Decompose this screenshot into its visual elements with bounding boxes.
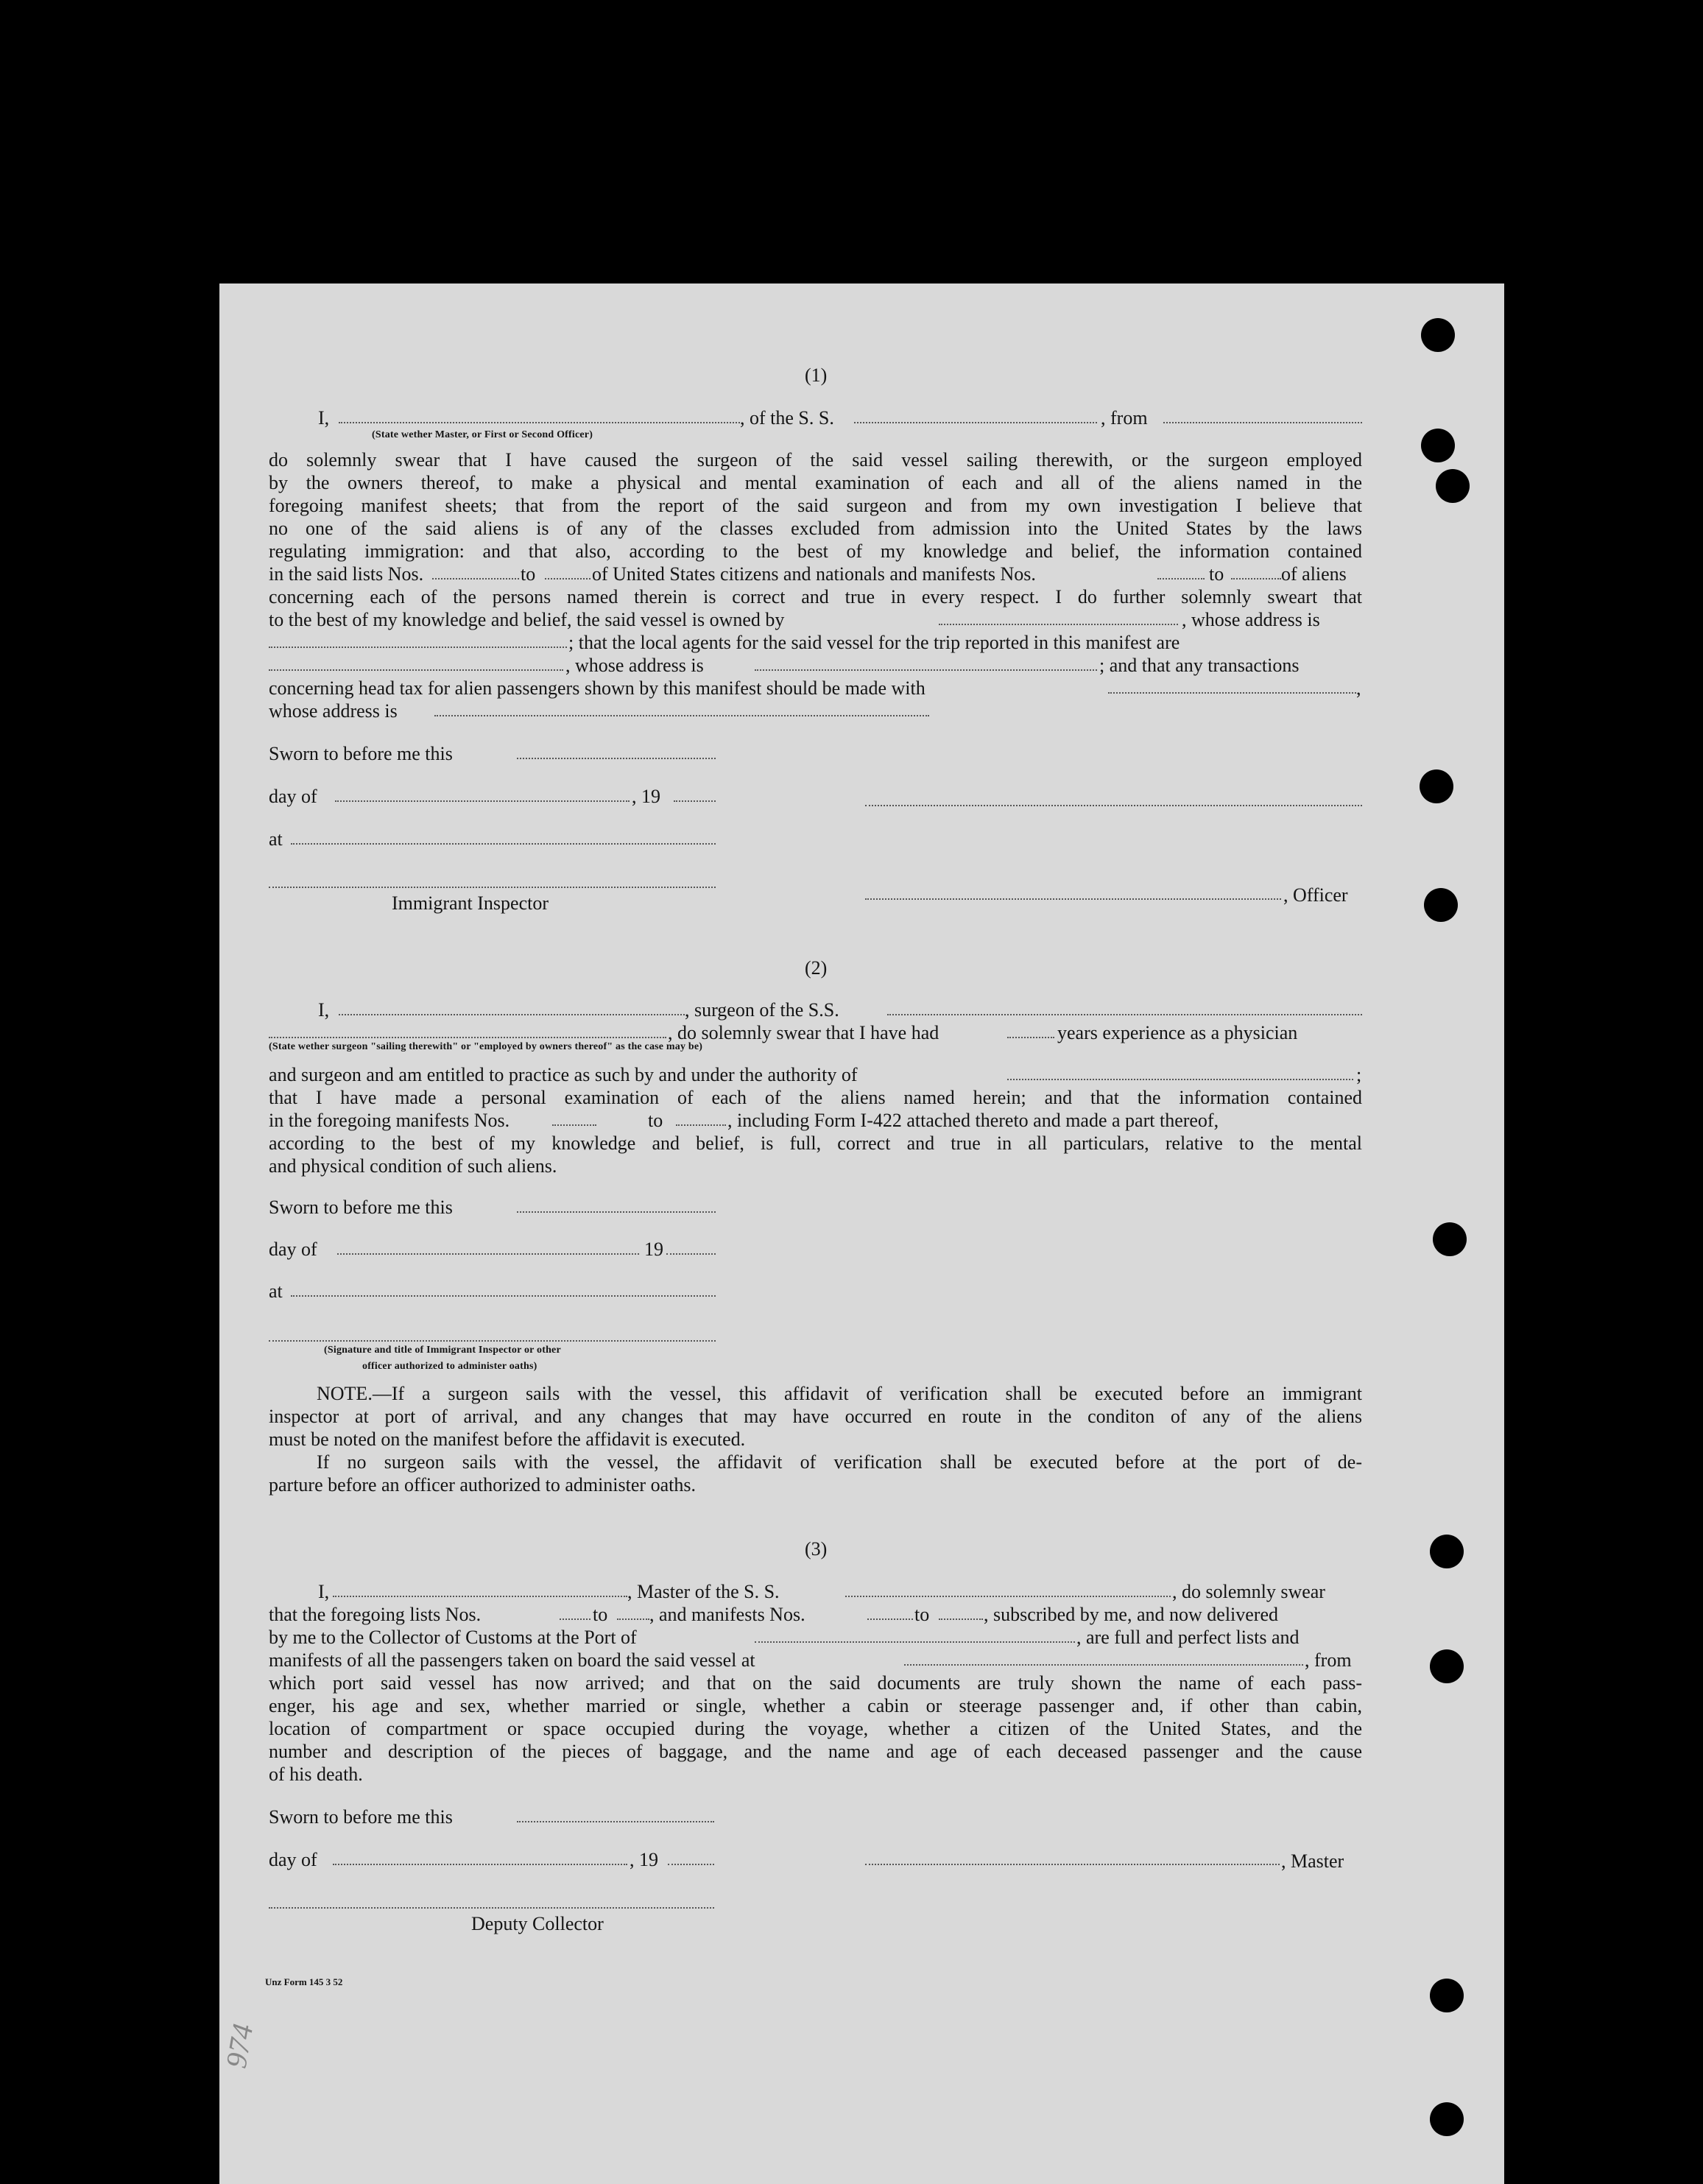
punch-hole: [1433, 1222, 1467, 1256]
punch-hole: [1424, 888, 1458, 922]
years-experience-label: years experience as a physician: [1057, 1022, 1298, 1043]
note-line: must be noted on the manifest before the affidavit is executed.: [269, 1429, 746, 1450]
head-tax-address-field[interactable]: [434, 715, 929, 716]
place-field[interactable]: [291, 1295, 716, 1297]
year-label: , 19: [630, 1849, 658, 1870]
agents-field[interactable]: [269, 669, 563, 671]
personal-line: that I have made a personal examination of each of the aliens named herein; and that the information contained: [269, 1087, 1362, 1108]
passengers-board-label: manifests of all the passengers taken on board the said vessel at: [269, 1649, 755, 1671]
sworn-day-field[interactable]: [517, 1821, 714, 1822]
lists-to-label: to: [593, 1604, 608, 1625]
master-of-ship-label: , Master of the S. S.: [627, 1581, 780, 1602]
lists-nos-label: in the said lists Nos.: [269, 563, 424, 585]
manifest-no-to-field[interactable]: [676, 1124, 726, 1126]
authority-field[interactable]: [1007, 1079, 1353, 1080]
note-paragraph: [269, 1382, 1362, 1496]
section1-line1-ship: , of the S. S.: [740, 407, 834, 429]
whose-address-label: whose address is: [269, 700, 398, 722]
manifest-no-to-label: to: [648, 1110, 663, 1131]
sworn-label: Sworn to before me this: [269, 1197, 453, 1218]
section-1-number: (1): [805, 364, 828, 386]
year-field[interactable]: [666, 1253, 716, 1255]
sworn-day-field[interactable]: [517, 1211, 716, 1213]
surgeon-capacity-field[interactable]: [269, 1037, 666, 1038]
surgeon-of-ship-label: , surgeon of the S.S.: [685, 999, 839, 1021]
month-field[interactable]: [333, 1864, 627, 1865]
section1-line1-i: I,: [318, 407, 330, 429]
head-tax-comma: ,: [1356, 677, 1361, 699]
manifests-from-field[interactable]: [867, 1618, 913, 1620]
master-caption: (State wether Master, or First or Second Officer): [372, 429, 593, 440]
agents-address-label: , whose address is: [565, 655, 704, 676]
inspector-label: Immigrant Inspector: [392, 892, 549, 914]
lists-from-field[interactable]: [560, 1618, 590, 1620]
master-name-field[interactable]: [333, 1596, 627, 1597]
at-label: at: [269, 828, 283, 850]
section1-concerning: [269, 585, 1362, 608]
note-line: NOTE.—If a surgeon sails with the vessel, this affidavit of verification shall be executed before an immigrant: [317, 1383, 1362, 1404]
deputy-collector-label: Deputy Collector: [471, 1913, 604, 1934]
day-of-label: day of: [269, 786, 317, 807]
section-3-number: (3): [805, 1538, 828, 1560]
nosurgeon-line: If no surgeon sails with the vessel, the affidavit of verification shall be executed before at the port of de-: [317, 1451, 1362, 1473]
place-field[interactable]: [291, 843, 716, 845]
year-label: 19: [644, 1239, 663, 1260]
punch-hole: [1430, 1649, 1464, 1683]
full-perfect-label: , are full and perfect lists and: [1076, 1627, 1300, 1648]
sworn-label: Sworn to before me this: [269, 1806, 453, 1828]
nosurgeon-line: parture before an officer authorized to administer oaths.: [269, 1474, 696, 1496]
year-field[interactable]: [674, 800, 716, 802]
punch-hole: [1430, 1979, 1464, 2012]
punch-hole: [1430, 1535, 1464, 1568]
manifest-from-field[interactable]: [1157, 578, 1205, 580]
section1-line1-from: , from: [1101, 407, 1148, 429]
list-from-field[interactable]: [432, 578, 519, 580]
from-label: , from: [1305, 1649, 1352, 1671]
concerning-line: concerning each of the persons named therein is correct and true in every respect. I do further solemnly sweart that: [269, 586, 1362, 607]
lists-to-field[interactable]: [617, 1618, 649, 1620]
year-field[interactable]: [668, 1864, 714, 1865]
manifest-to-field[interactable]: [1231, 578, 1281, 580]
section3-body-line: location of compartment or space occupied during the voyage, whether a citizen of the United States, and the: [269, 1718, 1362, 1739]
punch-hole: [1430, 2102, 1464, 2136]
section2-line1-i: I,: [318, 999, 330, 1021]
master-ship-field[interactable]: [845, 1596, 1171, 1597]
section1-body: [269, 448, 1362, 563]
list-to-field[interactable]: [545, 578, 590, 580]
manifest-no-from-field[interactable]: [552, 1124, 596, 1126]
form-i422-label: , including Form I-422 attached thereto and made a part thereof,: [727, 1110, 1219, 1131]
owner-field[interactable]: [939, 624, 1178, 625]
note-line: inspector at port of arrival, and any changes that may have occurred en route in the conditon of any of the aliens: [269, 1406, 1362, 1427]
manifests-to-label: to: [914, 1604, 930, 1625]
agents-address-field[interactable]: [755, 669, 1097, 671]
month-field[interactable]: [335, 800, 630, 802]
foregoing-lists-label: that the foregoing lists Nos.: [269, 1604, 482, 1625]
officer-signature-top-field[interactable]: [865, 805, 1362, 806]
sworn-label: Sworn to before me this: [269, 743, 453, 764]
signature-caption: (Signature and title of Immigrant Inspector or other: [324, 1345, 561, 1356]
local-agents-label: ; that the local agents for the said vessel for the trip reported in this manifest are: [568, 632, 1180, 653]
section3-body-line: enger, his age and sex, whether married or single, whether a cabin or steerage passenger and, if other than cabin,: [269, 1695, 1362, 1716]
boarding-port-field[interactable]: [904, 1664, 1303, 1666]
punch-hole: [1421, 318, 1455, 352]
section1-body-line: foregoing manifest sheets; that from the report of the said surgeon and from my own investigation I believe that: [269, 495, 1362, 516]
officer-name-field[interactable]: [339, 422, 740, 423]
collector-port-label: by me to the Collector of Customs at the Port of: [269, 1627, 637, 1648]
signature-caption: officer authorized to administer oaths): [362, 1361, 537, 1372]
inspector-signature-field[interactable]: [269, 887, 716, 888]
foregoing-manifests-label: in the foregoing manifests Nos.: [269, 1110, 510, 1131]
surgeon-caption: (State wether surgeon "sailing therewith" or "employed by owners thereof" as the case may be): [269, 1041, 703, 1052]
surgeon-name-field[interactable]: [339, 1014, 685, 1015]
year-label: , 19: [632, 786, 660, 807]
do-solemnly-label: , do solemnly swear: [1172, 1581, 1325, 1602]
solemnly-swear-label: , do solemnly swear that I have had: [668, 1022, 939, 1043]
according-line: according to the best of my knowledge and belief, is full, correct and true in all particulars, relative to the mental: [269, 1132, 1362, 1154]
manifests-to-field[interactable]: [939, 1618, 983, 1620]
section3-body-line: number and description of the pieces of baggage, and the name and age of each deceased passenger and the cause: [269, 1741, 1362, 1762]
authority-semicolon: ;: [1356, 1064, 1362, 1085]
of-aliens-label: of aliens: [1281, 563, 1347, 585]
section3-body: [269, 1672, 1362, 1786]
officer-label: , Officer: [1283, 884, 1348, 906]
owner-address-field[interactable]: [269, 647, 567, 648]
master-signature-field[interactable]: [865, 1864, 1280, 1865]
inspector-signature-field[interactable]: [269, 1340, 716, 1342]
month-field[interactable]: [337, 1253, 639, 1255]
ship-name-field[interactable]: [854, 422, 1097, 423]
head-tax-label: concerning head tax for alien passengers shown by this manifest should be made with: [269, 677, 925, 699]
section1-body-line: regulating immigration: and that also, according to the best of my knowledge and belief, the information contained: [269, 540, 1362, 562]
section2-according: [269, 1132, 1362, 1177]
head-tax-field[interactable]: [1108, 692, 1356, 694]
form-number: Unz Form 145 3 52: [265, 1976, 343, 1987]
section1-body-line: no one of the said aliens is of any of the classes excluded from admission into the United States by the laws: [269, 518, 1362, 539]
section2-personal: [269, 1086, 1362, 1109]
lists-to-label: to: [521, 563, 536, 585]
years-field[interactable]: [1007, 1037, 1054, 1038]
punch-hole: [1436, 469, 1470, 503]
section3-body-line: of his death.: [269, 1764, 363, 1785]
handwritten-annotation: 974: [219, 2021, 260, 2071]
sworn-day-field[interactable]: [517, 758, 716, 759]
day-of-label: day of: [269, 1849, 317, 1870]
subscribed-label: , subscribed by me, and now delivered: [984, 1604, 1279, 1625]
departure-port-field[interactable]: [1163, 422, 1362, 423]
section1-body-line: by the owners thereof, to make a physical and mental examination of each and all of the aliens named in the: [269, 472, 1362, 493]
manifest-to-label: to: [1209, 563, 1224, 585]
collector-signature-field[interactable]: [269, 1907, 714, 1909]
transactions-label: ; and that any transactions: [1099, 655, 1300, 676]
officer-signature-field[interactable]: [865, 898, 1281, 900]
master-label: , Master: [1281, 1850, 1344, 1872]
section3-line1-i: I,: [318, 1581, 330, 1602]
us-citizens-label: of United States citizens and nationals and manifests Nos.: [592, 563, 1036, 585]
collector-port-field[interactable]: [755, 1641, 1075, 1643]
and-manifests-label: , and manifests Nos.: [649, 1604, 805, 1625]
punch-hole: [1420, 769, 1453, 803]
at-label: at: [269, 1281, 283, 1302]
punch-hole: [1421, 429, 1455, 462]
section-2-number: (2): [805, 957, 828, 979]
owned-by-label: to the best of my knowledge and belief, the said vessel is owned by: [269, 609, 785, 630]
day-of-label: day of: [269, 1239, 317, 1260]
condition-line: and physical condition of such aliens.: [269, 1155, 557, 1177]
owner-address-label: , whose address is: [1182, 609, 1320, 630]
section3-body-line: which port said vessel has now arrived; and that on the said documents are truly shown the name of each pass-: [269, 1672, 1362, 1694]
surgeon-ship-field[interactable]: [887, 1014, 1362, 1015]
section1-body-line: do solemnly swear that I have caused the surgeon of the said vessel sailing therewith, or the surgeon employed: [269, 449, 1362, 471]
authority-label: and surgeon and am entitled to practice as such by and under the authority of: [269, 1064, 858, 1085]
